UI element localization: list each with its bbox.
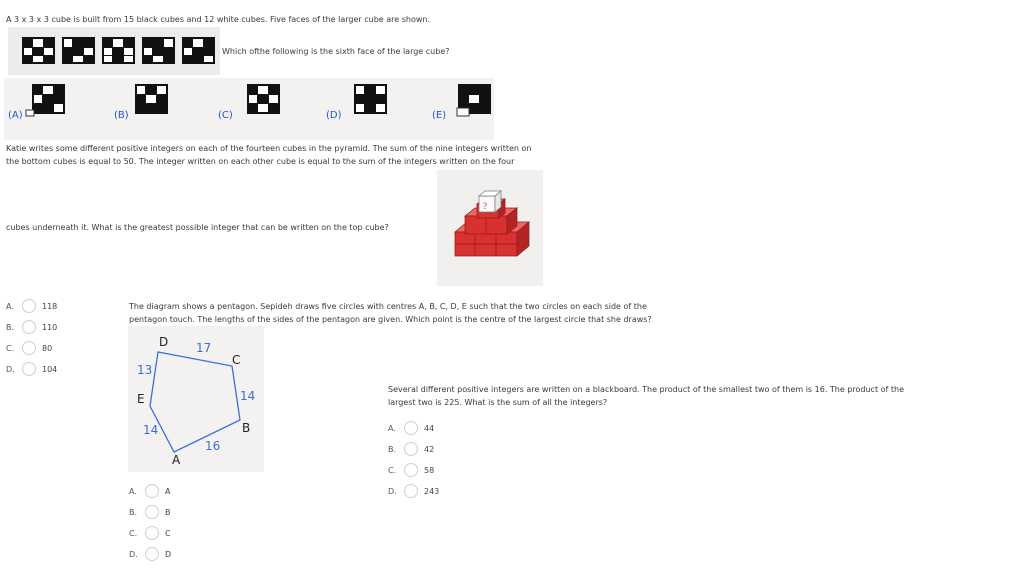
option-letter: D. xyxy=(129,550,138,559)
option-value: A xyxy=(165,487,171,496)
q1-text: A 3 x 3 x 3 cube is built from 15 black cubes and 12 white cubes. Five faces of the larger cube are shown. xyxy=(6,15,431,24)
option-letter: A. xyxy=(388,424,396,433)
q2-line-1: Katie writes some different positive integers on each of the fourteen cubes in the pyramid. The sum of the nine integers written on xyxy=(6,144,532,153)
option-letter: C. xyxy=(6,344,15,353)
radio-button[interactable] xyxy=(22,320,36,334)
vertex-b: B xyxy=(242,421,251,435)
option-value: 80 xyxy=(42,344,53,353)
face-1-icon xyxy=(22,37,55,64)
q2-line-3: cubes underneath it. What is the greatest possible integer that can be written on the top cube? xyxy=(6,223,389,232)
option-letter: B. xyxy=(129,508,138,517)
option-value: 58 xyxy=(424,466,435,475)
radio-button[interactable] xyxy=(145,547,159,561)
option-value: 44 xyxy=(424,424,435,433)
answer-faces-drawing xyxy=(4,78,494,140)
option-value: D xyxy=(165,550,172,559)
answer-label-d: (D) xyxy=(326,110,342,121)
answer-label-c: (C) xyxy=(218,110,233,121)
answer-label-e: (E) xyxy=(432,110,447,121)
answer-label-b: (B) xyxy=(114,110,129,121)
option-letter: D. xyxy=(6,365,15,374)
answer-label-a: (A) xyxy=(8,110,23,121)
radio-button[interactable] xyxy=(404,421,418,435)
option-value: B xyxy=(165,508,171,517)
option-letter: C. xyxy=(388,466,397,475)
vertex-c: C xyxy=(232,353,241,367)
answer-face-d-icon xyxy=(354,84,387,114)
pyramid-image xyxy=(437,170,543,286)
option-value: 118 xyxy=(42,302,58,311)
pyramid-drawing xyxy=(437,170,543,286)
pentagon-drawing xyxy=(128,326,264,472)
side-cb: 14 xyxy=(240,389,256,403)
option-letter: D. xyxy=(388,487,397,496)
vertex-a: A xyxy=(172,453,181,467)
option-letter: B. xyxy=(388,445,397,454)
q2-line-2: the bottom cubes is equal to 50. The integer written on each other cube is equal to the sum of the integers written on the four xyxy=(6,157,515,166)
side-ab: 16 xyxy=(205,439,221,453)
pyramid-top-label: ? xyxy=(483,201,487,211)
vertex-d: D xyxy=(159,335,169,349)
q3-line-1: The diagram shows a pentagon. Sepideh draws five circles with centres A, B, C, D, E such that the two circles on each side of the xyxy=(129,302,647,311)
answer-faces-image xyxy=(4,78,494,140)
radio-button[interactable] xyxy=(22,362,36,376)
face-5-icon xyxy=(182,37,215,64)
q4-line-1: Several different positive integers are written on a blackboard. The product of the smallest two of them is 16. The product of the xyxy=(388,385,905,394)
answer-face-c-icon xyxy=(247,84,280,114)
option-value: 243 xyxy=(424,487,440,496)
radio-button[interactable] xyxy=(404,463,418,477)
radio-button[interactable] xyxy=(404,484,418,498)
radio-button[interactable] xyxy=(404,442,418,456)
option-letter: C. xyxy=(129,529,138,538)
side-ed: 13 xyxy=(137,363,153,377)
answer-face-b-icon xyxy=(135,84,168,114)
q4-line-2: largest two is 225. What is the sum of all the integers? xyxy=(388,398,608,407)
option-letter: A. xyxy=(6,302,14,311)
q1-question: Which ofthe following is the sixth face of the large cube? xyxy=(222,47,450,56)
five-faces-image xyxy=(8,27,220,75)
radio-button[interactable] xyxy=(22,299,36,313)
radio-button[interactable] xyxy=(22,341,36,355)
side-ae: 14 xyxy=(143,423,159,437)
face-4-icon xyxy=(142,37,175,64)
face-3-icon xyxy=(102,37,135,64)
pentagon-shape xyxy=(150,352,240,452)
side-dc: 17 xyxy=(196,341,212,355)
face-2-icon xyxy=(62,37,95,64)
answer-face-a-icon xyxy=(32,84,65,114)
option-value: 104 xyxy=(42,365,58,374)
vertex-e: E xyxy=(137,392,145,406)
option-value: 42 xyxy=(424,445,435,454)
option-value: 110 xyxy=(42,323,58,332)
radio-button[interactable] xyxy=(145,505,159,519)
option-value: C xyxy=(165,529,171,538)
pentagon-image xyxy=(128,326,264,472)
five-faces-drawing xyxy=(8,27,220,75)
q3-line-2: pentagon touch. The lengths of the sides of the pentagon are given. Which point is the centre of the largest circle that she draws? xyxy=(129,315,652,324)
option-letter: B. xyxy=(6,323,15,332)
radio-button[interactable] xyxy=(145,526,159,540)
radio-button[interactable] xyxy=(145,484,159,498)
option-letter: A. xyxy=(129,487,137,496)
